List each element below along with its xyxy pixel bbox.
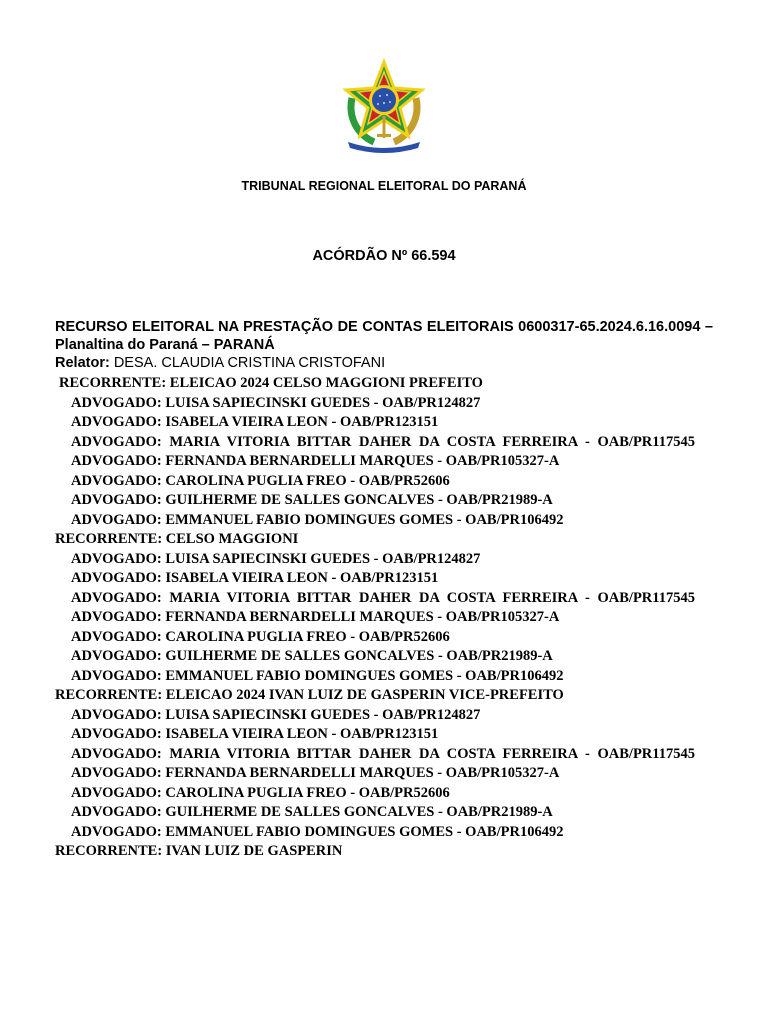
- party-advogado: ADVOGADO: LUISA SAPIECINSKI GUEDES - OAB/PR124827: [71, 394, 481, 411]
- party-advogado: ADVOGADO: ISABELA VIEIRA LEON - OAB/PR123151: [71, 726, 439, 742]
- relator-label: Relator:: [55, 355, 110, 371]
- party-advogado: ADVOGADO: FERNANDA BERNARDELLI MARQUES - OAB/PR105327-A: [71, 453, 560, 469]
- party-advogado: ADVOGADO: EMMANUEL FABIO DOMINGUES GOMES - OAB/PR106492: [71, 511, 564, 528]
- party-advogado: ADVOGADO: ISABELA VIEIRA LEON - OAB/PR123151: [71, 414, 439, 430]
- party-advogado: ADVOGADO: CAROLINA PUGLIA FREO - OAB/PR52606: [71, 472, 450, 489]
- party-advogado: ADVOGADO: EMMANUEL FABIO DOMINGUES GOMES - OAB/PR106492: [71, 667, 564, 684]
- party-advogado: ADVOGADO: FERNANDA BERNARDELLI MARQUES - OAB/PR105327-A: [71, 609, 560, 625]
- party-advogado: ADVOGADO: GUILHERME DE SALLES GONCALVES - OAB/PR21989-A: [71, 648, 553, 664]
- party-recorrente: RECORRENTE: ELEICAO 2024 CELSO MAGGIONI PREFEITO: [59, 375, 483, 391]
- party-advogado: ADVOGADO: GUILHERME DE SALLES GONCALVES - OAB/PR21989-A: [71, 804, 553, 820]
- party-recorrente: RECORRENTE: ELEICAO 2024 IVAN LUIZ DE GASPERIN VICE-PREFEITO: [55, 687, 564, 703]
- relator-name: DESA. CLAUDIA CRISTINA CRISTOFANI: [113, 355, 386, 371]
- case-body: [55, 318, 713, 862]
- party-advogado: ADVOGADO: LUISA SAPIECINSKI GUEDES - OAB/PR124827: [71, 706, 481, 723]
- acordao-number: ACÓRDÃO Nº 66.594: [312, 248, 456, 264]
- party-advogado: ADVOGADO: CAROLINA PUGLIA FREO - OAB/PR52606: [71, 628, 450, 645]
- party-advogado: ADVOGADO: LUISA SAPIECINSKI GUEDES - OAB/PR124827: [71, 550, 481, 567]
- case-title: RECURSO ELEITORAL NA PRESTAÇÃO DE CONTAS ELEITORAIS 0600317-65.2024.6.16.0094 – Planaltina do Paraná – PARANÁ: [55, 319, 713, 353]
- party-advogado: ADVOGADO: MARIA VITORIA BITTAR DAHER DA COSTA FERREIRA - OAB/PR117545: [71, 433, 695, 450]
- party-advogado: ADVOGADO: ISABELA VIEIRA LEON - OAB/PR123151: [71, 570, 439, 586]
- brazil-coat-of-arms-icon: [340, 58, 428, 154]
- party-recorrente: RECORRENTE: IVAN LUIZ DE GASPERIN: [55, 843, 343, 859]
- parties-list: [55, 374, 713, 862]
- party-advogado: ADVOGADO: CAROLINA PUGLIA FREO - OAB/PR52606: [71, 784, 450, 801]
- court-name: TRIBUNAL REGIONAL ELEITORAL DO PARANÁ: [241, 179, 527, 193]
- party-advogado: ADVOGADO: MARIA VITORIA BITTAR DAHER DA COSTA FERREIRA - OAB/PR117545: [71, 589, 695, 606]
- party-advogado: ADVOGADO: GUILHERME DE SALLES GONCALVES - OAB/PR21989-A: [71, 492, 553, 508]
- party-advogado: ADVOGADO: FERNANDA BERNARDELLI MARQUES - OAB/PR105327-A: [71, 765, 560, 781]
- relator-line: [55, 354, 713, 372]
- party-advogado: ADVOGADO: MARIA VITORIA BITTAR DAHER DA COSTA FERREIRA - OAB/PR117545: [71, 745, 695, 762]
- party-advogado: ADVOGADO: EMMANUEL FABIO DOMINGUES GOMES - OAB/PR106492: [71, 823, 564, 840]
- party-recorrente: RECORRENTE: CELSO MAGGIONI: [55, 531, 299, 547]
